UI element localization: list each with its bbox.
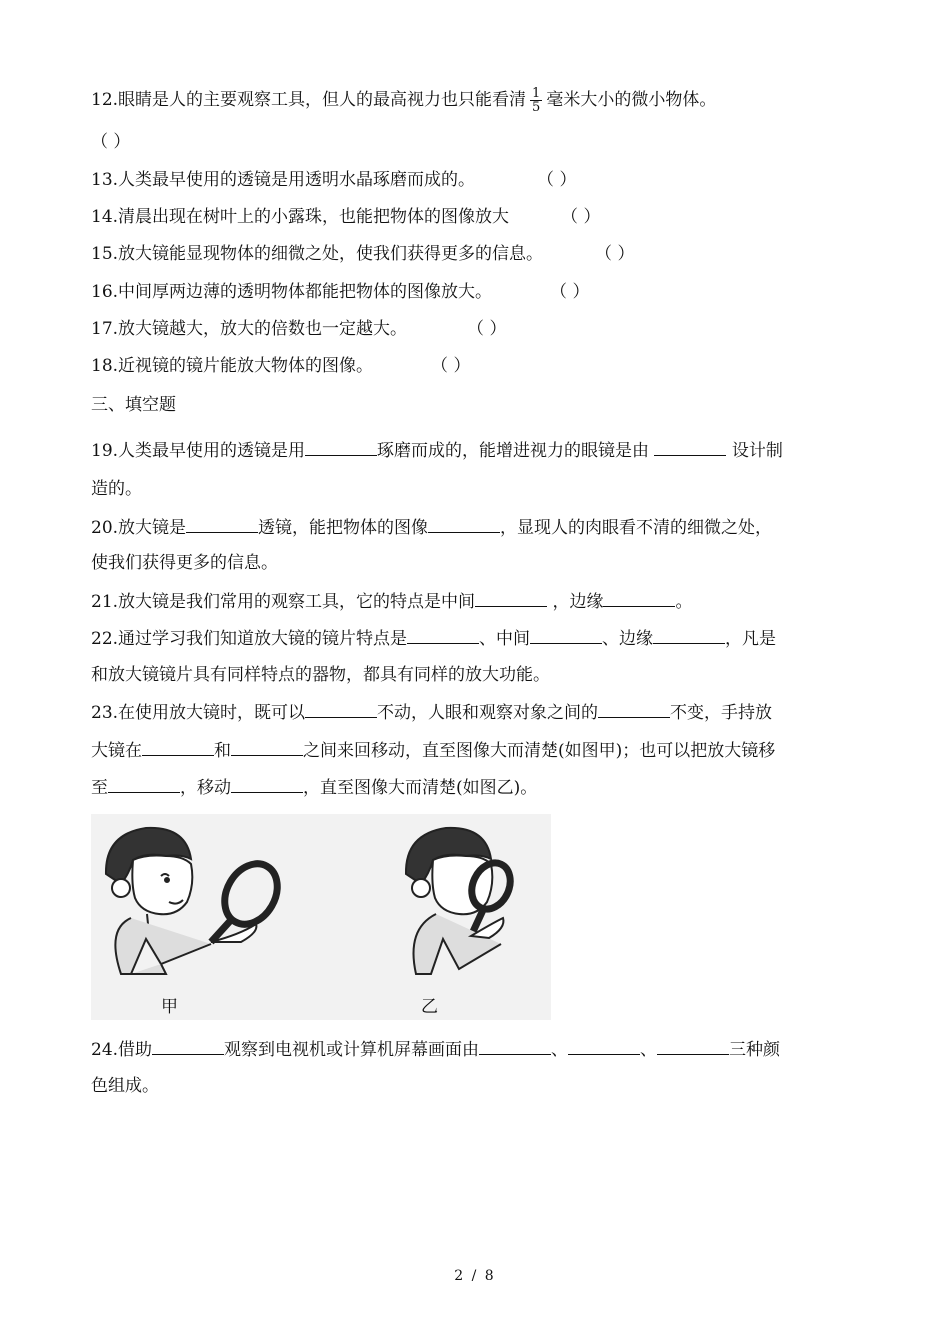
question-15: 15.放大镜能显现物体的细微之处，使我们获得更多的信息。 （ ）	[91, 244, 635, 264]
fill-blank[interactable]	[142, 738, 214, 756]
question-14: 14.清晨出现在树叶上的小露珠，也能把物体的图像放大 （ ）	[91, 207, 601, 227]
fill-blank[interactable]	[428, 515, 500, 533]
answer-bracket[interactable]: （ ）	[467, 319, 507, 339]
question-19-cont: 造的。	[91, 479, 142, 499]
question-16: 16.中间厚两边薄的透明物体都能把物体的图像放大。 （ ）	[91, 282, 590, 302]
fill-blank[interactable]	[407, 626, 479, 644]
answer-bracket[interactable]: （ ）	[595, 244, 635, 264]
answer-bracket[interactable]: （ ）	[550, 282, 590, 302]
answer-bracket[interactable]: （ ）	[431, 356, 471, 376]
question-20-cont: 使我们获得更多的信息。	[91, 553, 278, 573]
question-23-cont2: 至 ，移动 ，直至图像大而清楚(如图乙)。	[91, 775, 537, 800]
question-13: 13.人类最早使用的透镜是用透明水晶琢磨而成的。 （ ）	[91, 170, 577, 190]
fill-blank[interactable]	[231, 738, 303, 756]
question-24-cont: 色组成。	[91, 1076, 159, 1096]
fill-blank[interactable]	[603, 589, 675, 607]
figure-jia-boy	[106, 828, 288, 974]
fill-blank[interactable]	[598, 700, 670, 718]
question-18: 18.近视镜的镜片能放大物体的图像。 （ ）	[91, 356, 471, 376]
question-12: 12.眼睛是人的主要观察工具，但人的最高视力也只能看清 $\frac{1}{5}$ 毫米大小的微小物体。	[91, 86, 717, 115]
question-23: 23.在使用放大镜时，既可以 不动，人眼和观察对象之间的 不变，手持放	[91, 700, 772, 725]
question-23-cont1: 大镜在 和 之间来回移动，直至图像大而清楚(如图甲)；也可以把放大镜移	[91, 738, 775, 763]
question-24: 24.借助 观察到电视机或计算机屏幕画面由 、 、 三种颜	[91, 1037, 780, 1062]
section-heading: 三、填空题	[91, 395, 176, 415]
fill-blank[interactable]	[654, 438, 726, 456]
figure-label-jia: 甲	[161, 997, 178, 1017]
question-22-cont: 和放大镜镜片具有同样特点的器物，都具有同样的放大功能。	[91, 665, 550, 685]
fill-blank[interactable]	[653, 626, 725, 644]
fill-blank[interactable]	[657, 1037, 729, 1055]
fill-blank[interactable]	[186, 515, 258, 533]
question-17: 17.放大镜越大，放大的倍数也一定越大。 （ ）	[91, 319, 507, 339]
fill-blank[interactable]	[305, 700, 377, 718]
figure-yi-boy	[406, 828, 517, 974]
fill-blank[interactable]	[305, 438, 377, 456]
answer-bracket-12[interactable]: （ ）	[91, 132, 131, 152]
question-19: 19.人类最早使用的透镜是用 琢磨而成的，能增进视力的眼镜是由 设计制	[91, 438, 783, 463]
fill-blank[interactable]	[108, 775, 180, 793]
fill-blank[interactable]	[152, 1037, 224, 1055]
page-number: 2 / 8	[454, 1268, 496, 1284]
fill-blank[interactable]	[530, 626, 602, 644]
boy-with-magnifier-drawing	[91, 814, 551, 1020]
question-22: 22.通过学习我们知道放大镜的镜片特点是 、中间 、边缘 ，凡是	[91, 626, 776, 651]
fill-blank[interactable]	[568, 1037, 640, 1055]
question-20: 20.放大镜是 透镜，能把物体的图像 ，显现人的肉眼看不清的细微之处，	[91, 515, 772, 540]
answer-bracket[interactable]: （ ）	[537, 170, 577, 190]
figure-label-yi: 乙	[421, 997, 438, 1017]
question-21: 21.放大镜是我们常用的观察工具，它的特点是中间 ，边缘 。	[91, 589, 692, 614]
fill-blank[interactable]	[479, 1037, 551, 1055]
magnifier-illustration	[91, 814, 551, 1020]
fill-blank[interactable]	[231, 775, 303, 793]
answer-bracket[interactable]: （ ）	[561, 207, 601, 227]
fraction: $\frac{1}{5}$	[532, 86, 541, 115]
fill-blank[interactable]	[475, 589, 547, 607]
